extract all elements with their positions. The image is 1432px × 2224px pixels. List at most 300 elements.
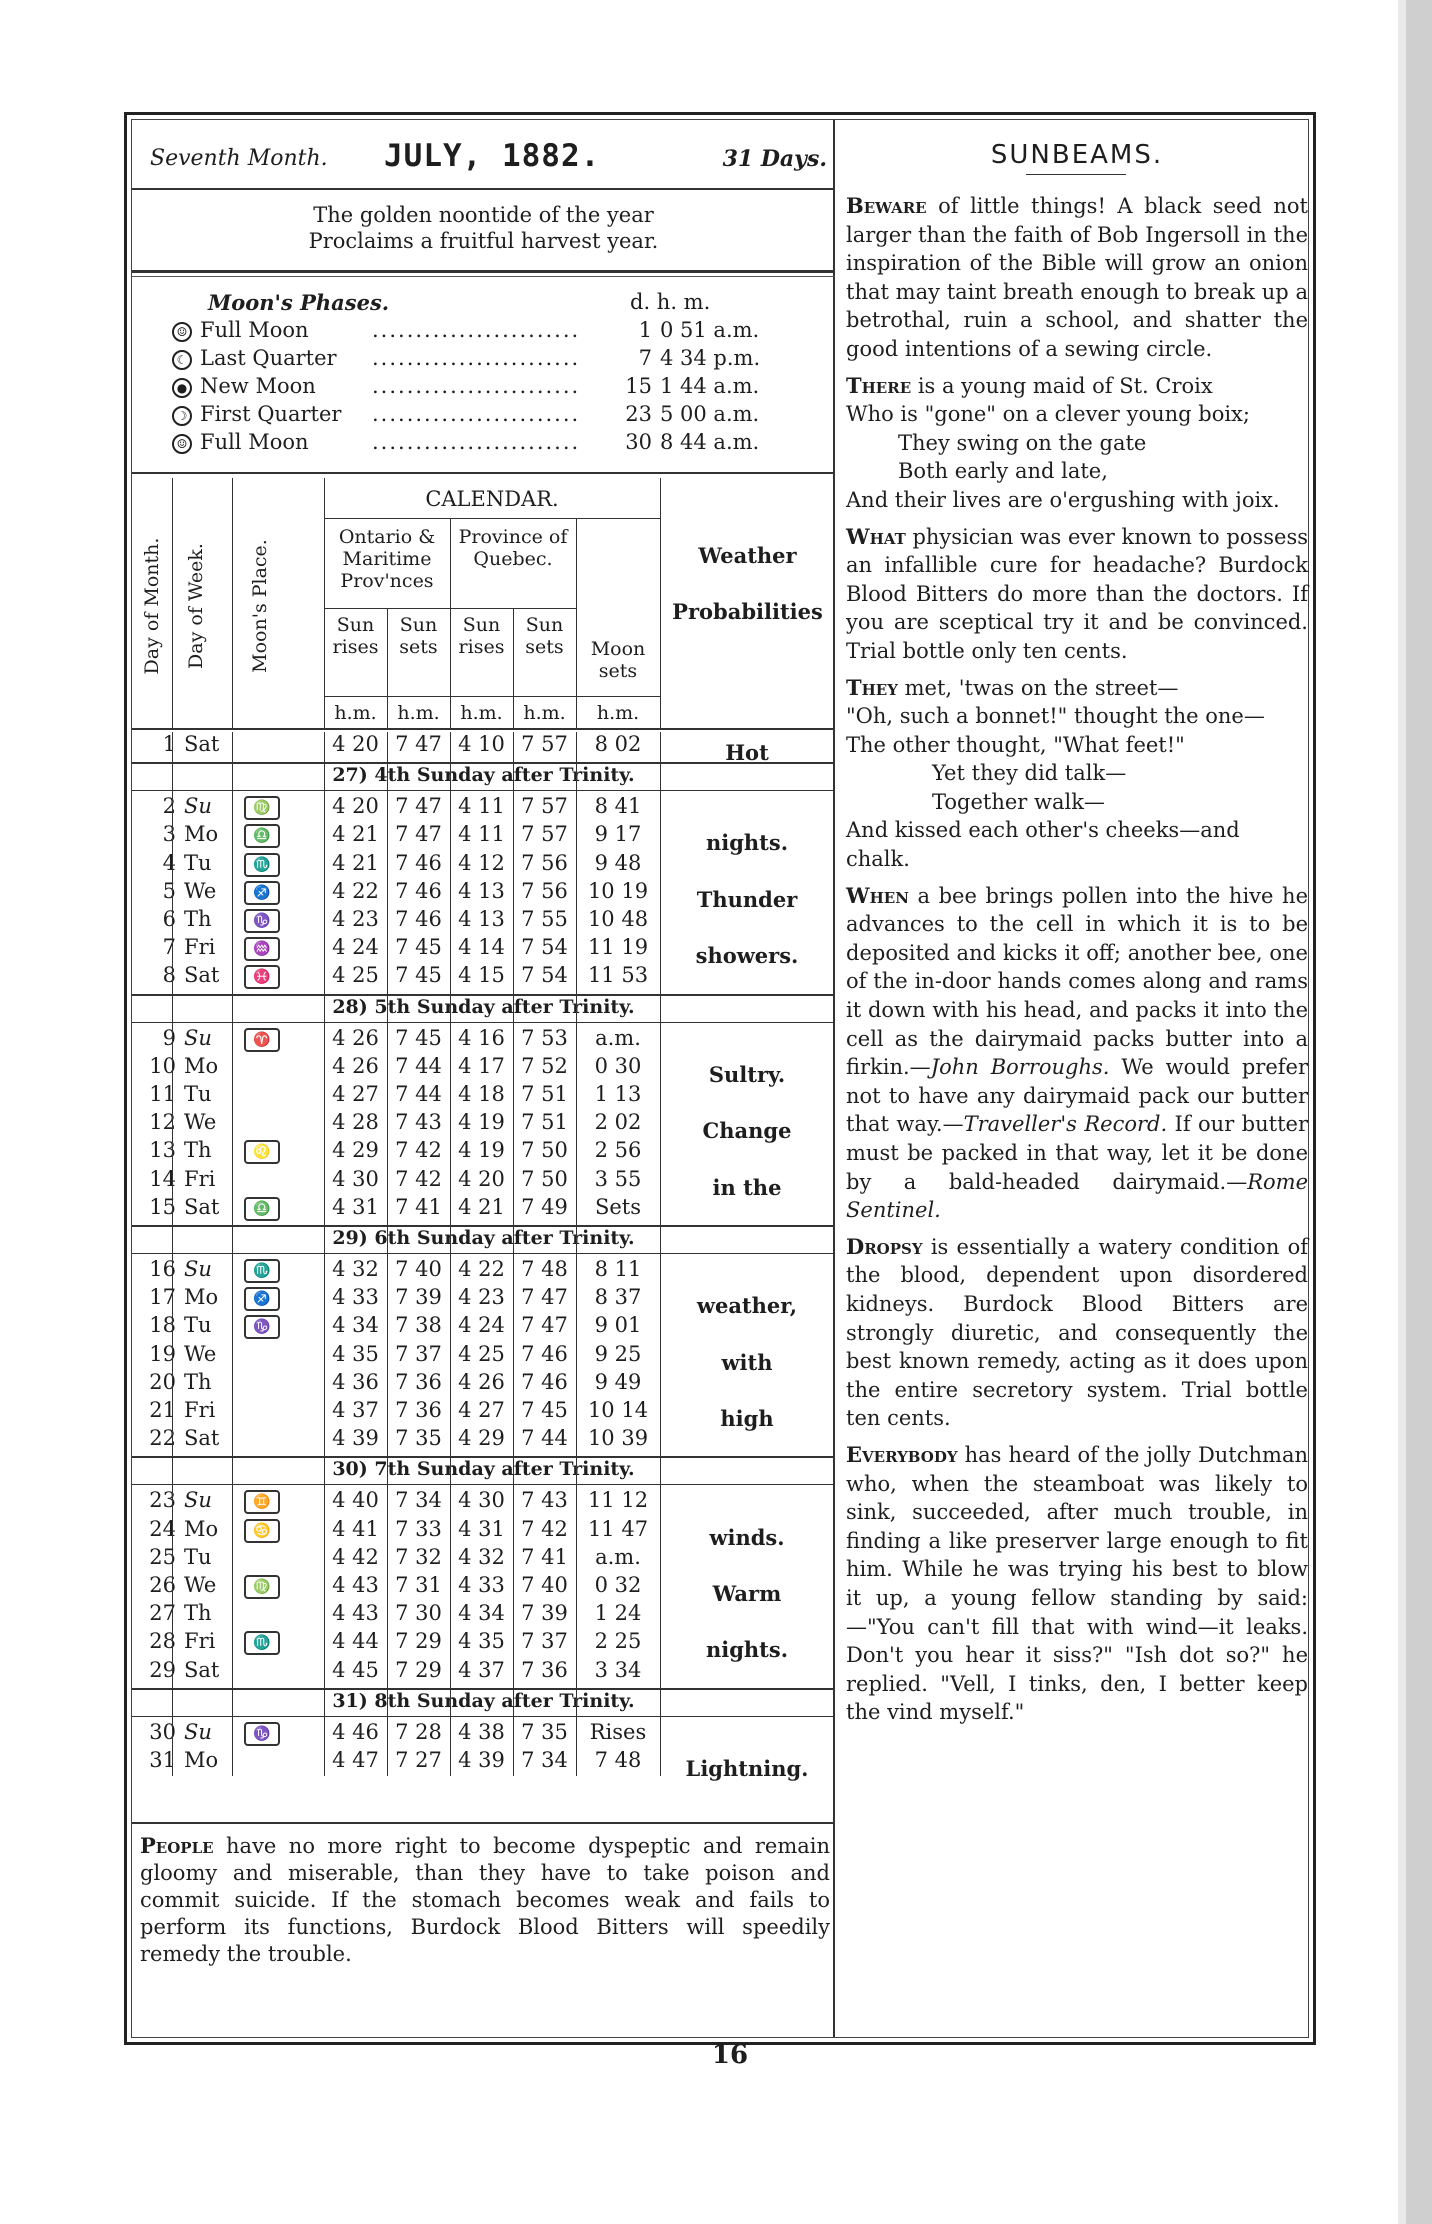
divider (132, 1822, 835, 1824)
ontario-sunrise: 4 33 (332, 1285, 379, 1310)
sun-sets-header: Sun sets (525, 614, 564, 658)
quebec-sunrise: 4 15 (458, 963, 505, 988)
quebec-sunrise: 4 19 (458, 1138, 505, 1163)
day-of-month: 28 (149, 1629, 176, 1654)
moon-sets: Rises (589, 1719, 647, 1744)
moon-phases-columns: d. h. m. (630, 290, 711, 314)
day-row (132, 822, 835, 856)
weather-note: Warm (712, 1581, 782, 1606)
day-row (132, 1195, 835, 1223)
column-line (172, 478, 173, 728)
moon-phase-name: Full Moon (200, 318, 309, 342)
row-line (324, 696, 660, 697)
weather-note: with (721, 1349, 773, 1375)
sunday-row (132, 1458, 835, 1484)
weather-note: nights. (705, 830, 789, 856)
moon-sets: 8 41 (594, 794, 642, 819)
moon-sets: 1 13 (594, 1082, 642, 1106)
leader-dots: ........................ (372, 402, 581, 426)
ontario-sunset: 7 28 (395, 1719, 442, 1744)
quebec-sunset: 7 47 (521, 1285, 568, 1310)
day-of-month: 25 (149, 1544, 176, 1569)
weather-note: Thunder (696, 886, 798, 912)
sunday-label: 8th Sunday after Trinity. (374, 1689, 635, 1712)
leader-dots: ........................ (372, 430, 581, 454)
weather-header: Weather Probabilities (672, 543, 823, 624)
quebec-sunset: 7 50 (521, 1138, 568, 1163)
month-label: Seventh Month. (150, 146, 328, 171)
poem-line: Proclaims a fruitful harvest year. (308, 229, 659, 253)
ontario-sunset: 7 46 (395, 850, 442, 875)
ontario-sunset: 7 46 (395, 878, 442, 903)
quebec-sunset: 7 43 (521, 1488, 568, 1513)
quebec-sunset: 7 47 (521, 1313, 568, 1338)
quebec-sunset: 7 49 (521, 1194, 568, 1219)
paragraph: When a bee brings pollen into the hive he advances to the cell in which it is to be deposited and kicks it off; another bee, one of the in-door hands comes along and rams it down with his head, and packs it into the cell as the dairymaid packs butter into a firkin.—John Borroughs. We would prefer not to have any dairymaid pack our butter that way.—Traveller's Record. If our butter must be packed in that way, let it be done by a bald-headed dairymaid.—Rome Sentinel. (846, 882, 1308, 1223)
moon-sets: 9 48 (594, 850, 642, 875)
weather-note: nights. (705, 1637, 789, 1663)
paragraph: Beware of little things! A black seed not larger than the faith of Bob Ingersoll in the inspiration of the Bible will grow an onion that may taint breath enough to break up a betrothal, ruin a school, and shatter the good intentions of a sewing circle. (846, 193, 1308, 361)
day-of-month: 19 (149, 1341, 176, 1366)
day-row (132, 1053, 835, 1087)
day-row (132, 1658, 835, 1686)
day-of-month: 23 (149, 1488, 176, 1513)
ontario-sunrise: 4 35 (332, 1341, 379, 1366)
ontario-sunrise: 4 45 (332, 1657, 379, 1682)
moon-sets: 11 19 (587, 935, 649, 960)
moon-phase-day: 30 (625, 430, 652, 454)
ontario-sunrise: 4 37 (332, 1398, 379, 1422)
title-underline (1026, 174, 1126, 175)
week-number: 30) (332, 1458, 368, 1481)
quebec-sunrise: 4 13 (458, 907, 505, 931)
moon-phase-row (172, 402, 832, 430)
ontario-sunrise: 4 25 (332, 963, 379, 988)
day-of-month: 26 (149, 1573, 176, 1597)
ontario-sunset: 7 33 (395, 1516, 442, 1541)
day-row (132, 1082, 835, 1110)
day-row (132, 1257, 835, 1285)
quebec-sunrise: 4 11 (458, 822, 505, 847)
week-number: 28) (332, 995, 368, 1018)
hm-header: h.m. (460, 702, 503, 724)
leader-dots: ........................ (372, 374, 581, 398)
poem-line: The golden noontide of the year (313, 203, 654, 227)
day-row (132, 1573, 835, 1606)
day-row (132, 935, 835, 969)
ontario-sunset: 7 42 (395, 1166, 442, 1191)
sunday-row (132, 764, 835, 790)
ontario-sunset: 7 37 (395, 1341, 442, 1366)
moon-sets: 11 47 (587, 1516, 649, 1541)
sunday-row (132, 1690, 835, 1716)
ontario-sunset: 7 38 (395, 1313, 442, 1338)
ontario-sunset: 7 29 (395, 1657, 442, 1682)
day-of-month: 24 (149, 1516, 176, 1541)
zodiac-icon: ♍ (244, 796, 280, 820)
ontario-sunrise: 4 30 (332, 1166, 379, 1191)
moon-sets: 9 01 (594, 1313, 642, 1338)
day-of-week: Tu (184, 850, 212, 875)
moon-sets: 3 55 (594, 1166, 642, 1191)
day-of-week: Sat (184, 1426, 220, 1451)
zodiac-icon: ♍ (244, 1575, 280, 1599)
day-of-week: Mo (184, 1516, 219, 1541)
day-of-week: Fri (184, 1629, 216, 1654)
moon-sets: 10 39 (587, 1426, 649, 1451)
day-row (132, 1545, 835, 1573)
zodiac-icon: ♐ (244, 1287, 280, 1311)
ontario-sunrise: 4 39 (332, 1426, 379, 1451)
full-moon-icon: ☺ (172, 434, 192, 454)
ontario-sunset: 7 42 (395, 1138, 442, 1163)
weather-note: Change (702, 1118, 792, 1144)
moon-phase-name: Last Quarter (200, 346, 337, 370)
leader-dots: ........................ (372, 318, 581, 342)
day-of-month: 5 (162, 878, 176, 903)
day-of-week: Th (184, 1601, 212, 1626)
ontario-sunset: 7 36 (395, 1369, 442, 1394)
moon-sets: 0 30 (594, 1053, 642, 1078)
page-edge-shadow (1398, 0, 1406, 2224)
quebec-sunset: 7 53 (521, 1025, 568, 1050)
sun-sets-header: Sun sets (399, 614, 438, 658)
moon-sets: Sets (594, 1194, 642, 1219)
moon-phase-time: 4 34 p.m. (660, 346, 761, 370)
day-of-month: 14 (149, 1166, 176, 1191)
day-row (132, 1285, 835, 1319)
quebec-sunrise: 4 10 (458, 732, 505, 756)
quebec-sunset: 7 36 (521, 1657, 568, 1682)
ontario-sunset: 7 32 (395, 1544, 442, 1569)
day-of-week: Sat (184, 1194, 220, 1219)
day-of-month: 4 (162, 850, 176, 875)
day-of-month: 17 (149, 1285, 176, 1310)
ontario-sunset: 7 27 (395, 1748, 442, 1772)
day-of-month: 6 (162, 907, 176, 931)
quebec-sunset: 7 51 (521, 1082, 568, 1106)
day-of-month: 16 (149, 1257, 176, 1281)
zodiac-icon: ♏ (244, 1631, 280, 1655)
zodiac-icon: ♎ (244, 1197, 280, 1221)
almanac-column (132, 120, 835, 2037)
zodiac-icon: ♈ (244, 1028, 280, 1052)
day-of-week: Fri (184, 935, 216, 960)
day-of-week: Sat (184, 963, 220, 988)
moon-phase-day: 7 (638, 346, 652, 370)
day-of-week: Mo (184, 1748, 219, 1772)
ontario-sunrise: 4 23 (332, 907, 379, 931)
moon-phase-time: 1 44 a.m. (660, 374, 760, 398)
ontario-sunset: 7 41 (395, 1194, 442, 1219)
new-moon-icon: ● (172, 378, 192, 398)
ontario-sunrise: 4 40 (332, 1488, 379, 1513)
moon-sets: 8 11 (594, 1257, 642, 1281)
day-of-month: 22 (149, 1426, 176, 1451)
day-of-week: Th (184, 907, 212, 931)
quebec-sunset: 7 56 (521, 850, 568, 875)
quebec-sunset: 7 41 (521, 1544, 568, 1569)
ontario-sunset: 7 44 (395, 1082, 442, 1106)
quebec-sunrise: 4 12 (458, 850, 505, 875)
moon-phase-name: First Quarter (200, 402, 342, 426)
weather-note: high (720, 1406, 774, 1431)
divider (132, 472, 835, 474)
sunday-label: 6th Sunday after Trinity. (374, 1227, 635, 1249)
moon-sets: 11 53 (587, 963, 649, 988)
day-of-week: Tu (184, 1313, 212, 1338)
day-of-month: 31 (149, 1748, 176, 1772)
quebec-sunset: 7 54 (521, 935, 568, 960)
day-of-month: 3 (162, 822, 176, 847)
page-number: 16 (711, 2040, 749, 2070)
leader-dots: ........................ (372, 346, 581, 370)
day-of-week: We (184, 1341, 217, 1366)
day-row (132, 1748, 835, 1781)
quebec-sunrise: 4 26 (458, 1369, 505, 1394)
ontario-sunrise: 4 47 (332, 1748, 379, 1772)
ontario-sunrise: 4 22 (332, 878, 379, 903)
full-moon-icon: ☺ (172, 322, 192, 342)
quebec-sunset: 7 57 (521, 794, 568, 819)
day-of-week: We (184, 1110, 217, 1135)
moon-phase-time: 5 00 a.m. (660, 402, 760, 426)
quebec-sunrise: 4 25 (458, 1341, 505, 1366)
ontario-sunrise: 4 20 (332, 794, 379, 819)
day-of-week: Mo (184, 822, 219, 847)
quebec-sunrise: 4 30 (458, 1488, 505, 1513)
moon-sets: 10 48 (587, 907, 649, 931)
quebec-sunset: 7 50 (521, 1166, 568, 1191)
zodiac-icon: ♐ (244, 881, 280, 905)
weather-note: weather, (696, 1293, 798, 1319)
hm-header: h.m. (596, 702, 640, 724)
weather-note: Hot (725, 740, 769, 765)
sunday-row (132, 1227, 835, 1253)
quebec-sunset: 7 48 (521, 1257, 568, 1281)
column-line (172, 732, 173, 1776)
day-of-week-header: Day of Week. (185, 543, 207, 669)
quebec-sunrise: 4 23 (458, 1285, 505, 1310)
zodiac-icon: ♋ (244, 1519, 280, 1543)
sunbeams-title: SUNBEAMS. (990, 140, 1164, 170)
week-number: 27) (332, 764, 368, 787)
moon-sets: 10 19 (587, 878, 649, 903)
ontario-sunrise: 4 43 (332, 1601, 379, 1626)
day-of-week: We (184, 878, 217, 903)
moon-phase-day: 23 (625, 402, 652, 426)
day-of-week: Tu (184, 1082, 212, 1106)
sunday-label: 5th Sunday after Trinity. (374, 995, 635, 1018)
moon-phases-heading: Moon's Phases. (208, 290, 390, 315)
page-edge (1406, 0, 1432, 2224)
divider (132, 276, 835, 277)
month-header (132, 138, 835, 182)
ontario-sunrise: 4 29 (332, 1138, 379, 1163)
day-of-week: Su (184, 1488, 212, 1513)
quebec-header: Province of Quebec. (458, 526, 568, 570)
moon-sets: a.m. (595, 1025, 641, 1050)
quebec-sunset: 7 51 (521, 1110, 568, 1135)
day-of-week: We (184, 1573, 217, 1597)
quebec-sunset: 7 44 (521, 1426, 568, 1451)
day-of-week: Su (184, 1719, 212, 1744)
quebec-sunrise: 4 22 (458, 1257, 505, 1281)
ontario-sunrise: 4 26 (332, 1053, 379, 1078)
ontario-sunset: 7 34 (395, 1488, 442, 1513)
quebec-sunrise: 4 18 (458, 1082, 505, 1106)
day-row (132, 1341, 835, 1375)
day-of-week: Su (184, 1025, 212, 1050)
dyspeptic-lead: People (140, 1833, 214, 1858)
weather-note: Sultry. (708, 1061, 786, 1087)
zodiac-icon: ♊ (244, 1490, 280, 1514)
ontario-sunset: 7 30 (395, 1601, 442, 1626)
day-of-month: 30 (149, 1719, 176, 1744)
column-line (324, 732, 325, 1776)
day-row (132, 1488, 835, 1516)
moon-sets: 9 25 (594, 1341, 642, 1366)
day-row (132, 1370, 835, 1398)
quebec-sunrise: 4 29 (458, 1426, 505, 1451)
moon-sets: 7 48 (594, 1748, 642, 1772)
moon-sets-header: Moon sets (590, 638, 646, 682)
quebec-sunrise: 4 32 (458, 1544, 505, 1569)
day-of-week: Sat (184, 732, 220, 756)
ontario-sunrise: 4 42 (332, 1544, 379, 1569)
quebec-sunset: 7 40 (521, 1573, 568, 1597)
moon-sets: 8 02 (594, 732, 642, 756)
hm-header: h.m. (397, 702, 440, 724)
day-of-month: 1 (162, 732, 176, 756)
quebec-sunset: 7 55 (521, 907, 568, 931)
zodiac-icon: ♒ (244, 937, 280, 961)
row-line (324, 608, 576, 609)
column-line (324, 478, 325, 728)
quebec-sunset: 7 39 (521, 1601, 568, 1626)
ontario-sunset: 7 46 (395, 907, 442, 931)
ontario-sunrise: 4 28 (332, 1110, 379, 1135)
day-of-month: 21 (149, 1398, 176, 1422)
quebec-sunset: 7 57 (521, 732, 568, 756)
day-row (132, 1138, 835, 1166)
column-line (450, 732, 451, 1776)
ontario-sunrise: 4 27 (332, 1082, 379, 1106)
moon-phase-name: Full Moon (200, 430, 309, 454)
calendar-title: CALENDAR. (425, 487, 559, 511)
paragraph: Everybody has heard of the jolly Dutchman who, when the steamboat was likely to sink, succeeded, after much trouble, in finding a like preserver large enough to fit him. While he was trying his best to blow it up, a young fellow standing by said:—"You can't fill that with wind—it leaks. Don't you hear it siss?" "Ish dot so?" he replied. "Vell, I tinks, den, I better keep the vind myself." (846, 1441, 1308, 1725)
day-of-month: 10 (149, 1053, 176, 1078)
verse: There is a young maid of St. Croix Who is "gone" on a clever young boix; They swing on the gate Both early and late, And their lives are o'ergushing with joix. (846, 372, 1280, 512)
quebec-sunset: 7 42 (521, 1516, 568, 1541)
sunbeams-body (846, 192, 1308, 1735)
ontario-sunset: 7 45 (395, 963, 442, 988)
moon-sets: 2 56 (594, 1138, 642, 1163)
poem (132, 202, 835, 254)
moon-sets: 1 24 (594, 1601, 642, 1626)
day-row (132, 1313, 835, 1341)
ontario-sunrise: 4 34 (332, 1313, 379, 1338)
day-of-week: Sat (184, 1657, 220, 1682)
quebec-sunrise: 4 35 (458, 1629, 505, 1654)
quebec-sunset: 7 46 (521, 1341, 568, 1366)
quebec-sunrise: 4 37 (458, 1657, 505, 1682)
ontario-sunrise: 4 36 (332, 1369, 379, 1394)
day-of-month: 18 (149, 1313, 176, 1338)
day-of-week: Mo (184, 1285, 219, 1310)
day-row (132, 794, 835, 822)
day-of-month: 9 (162, 1025, 176, 1050)
divider (132, 188, 835, 190)
day-of-month: 15 (149, 1194, 176, 1219)
weather-note: Lightning. (685, 1756, 809, 1781)
ontario-sunrise: 4 44 (332, 1629, 379, 1654)
quebec-sunset: 7 37 (521, 1629, 568, 1654)
day-row (132, 1720, 835, 1748)
hm-header: h.m. (523, 702, 566, 724)
ontario-sunset: 7 35 (395, 1426, 442, 1451)
moon-sets: 10 14 (587, 1398, 649, 1422)
moon-sets: 8 37 (594, 1285, 642, 1310)
zodiac-icon: ♎ (244, 824, 280, 848)
row-line (132, 1484, 835, 1485)
paragraph: Dropsy is essentially a watery condition of the blood, dependent upon disordered kidneys. Burdock Blood Bitters are strongly diuretic, and consequently the best known remedy, acting as it does upon the entire secretory system. Trial bottle ten cents. (846, 1233, 1308, 1431)
day-of-week: Fri (184, 1398, 216, 1422)
ontario-sunset: 7 47 (395, 732, 442, 756)
quebec-sunset: 7 54 (521, 963, 568, 988)
day-of-month: 12 (149, 1110, 176, 1135)
quebec-sunrise: 4 19 (458, 1110, 505, 1135)
ontario-sunset: 7 45 (395, 935, 442, 960)
zodiac-icon: ♌ (244, 1140, 280, 1164)
dyspeptic-paragraph (140, 1832, 830, 1968)
ontario-sunrise: 4 24 (332, 935, 379, 960)
weather-note: in the (712, 1174, 782, 1200)
sunbeams-column (846, 130, 1308, 2030)
quebec-sunrise: 4 34 (458, 1601, 505, 1626)
day-row (132, 1398, 835, 1431)
quebec-sunset: 7 46 (521, 1369, 568, 1394)
day-of-month: 27 (149, 1601, 176, 1626)
quebec-sunset: 7 34 (521, 1748, 568, 1772)
day-row (132, 1629, 835, 1663)
quebec-sunset: 7 52 (521, 1053, 568, 1078)
day-of-week: Tu (184, 1544, 212, 1569)
moon-sets: 2 02 (594, 1110, 642, 1135)
quebec-sunrise: 4 17 (458, 1053, 505, 1078)
ontario-sunrise: 4 21 (332, 850, 379, 875)
month-title: JULY, 1882. (384, 138, 601, 174)
day-row (132, 1426, 835, 1454)
quebec-sunrise: 4 24 (458, 1313, 505, 1338)
moon-sets: 11 12 (587, 1488, 649, 1513)
day-row (132, 1601, 835, 1629)
week-number: 29) (332, 1227, 368, 1249)
day-of-week: Th (184, 1369, 212, 1394)
ontario-sunset: 7 45 (395, 1025, 442, 1050)
column-line (513, 732, 514, 1776)
moon-sets: 9 49 (594, 1369, 642, 1394)
ontario-sunrise: 4 20 (332, 732, 379, 756)
quebec-sunrise: 4 33 (458, 1573, 505, 1597)
moon-sets: 0 32 (594, 1573, 642, 1597)
day-of-month: 11 (149, 1082, 176, 1106)
day-of-week: Fri (184, 1166, 216, 1191)
moon-sets: 2 25 (594, 1629, 642, 1654)
zodiac-icon: ♑ (244, 1315, 280, 1339)
day-of-month: 29 (149, 1657, 176, 1682)
moon-sets: 3 34 (594, 1657, 642, 1682)
